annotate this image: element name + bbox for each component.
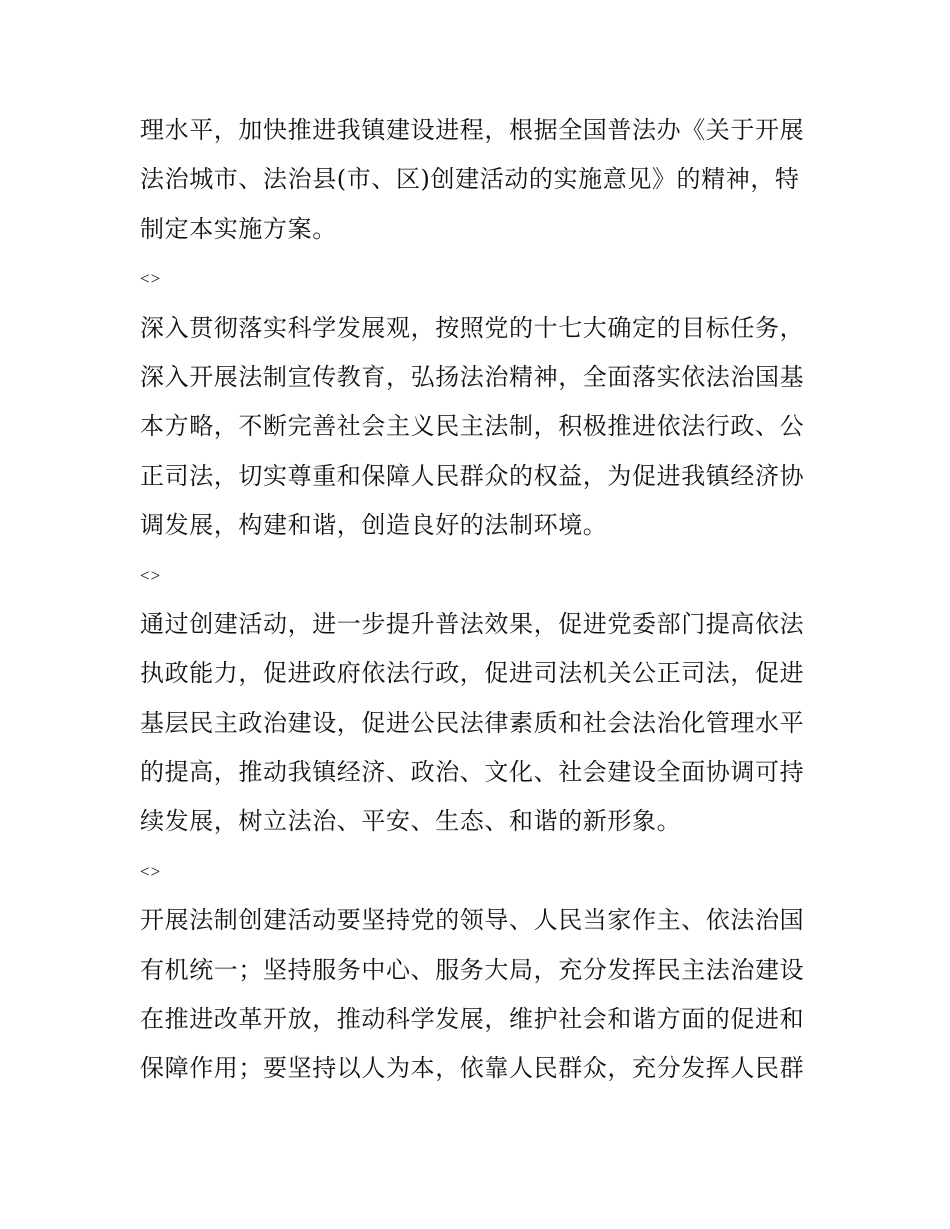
document-body <box>140 106 830 1094</box>
text-line: 调发展，构建和谐，创造良好的法制环境。 <box>140 511 608 540</box>
text-line: 法治城市、法治县(市、区)创建活动的实施意见》的精神，特 <box>140 165 800 194</box>
text-line: 理水平，加快推进我镇建设进程，根据全国普法办《关于开展 <box>140 116 805 144</box>
text-line: 保障作用；要坚持以人为本，依靠人民群众，充分发挥人民群 <box>140 1054 805 1083</box>
text-line: 正司法，切实尊重和保障人民群众的权益，为促进我镇经济协 <box>140 461 805 490</box>
text-line: 执政能力，促进政府依法行政，促进司法机关公正司法，促进 <box>140 659 805 688</box>
text-line: 在推进改革开放，推动科学发展，维护社会和谐方面的促进和 <box>140 1005 805 1034</box>
text-line: 续发展，树立法治、平安、生态、和谐的新形象。 <box>140 807 682 836</box>
text-line: 本方略，不断完善社会主义民主法制，积极推进依法行政、公 <box>140 412 805 441</box>
text-line: 的提高，推动我镇经济、政治、文化、社会建设全面协调可持 <box>140 758 805 787</box>
section-marker: <> <box>140 861 162 881</box>
text-line: 深入贯彻落实科学发展观，按照党的十七大确定的目标任务， <box>140 313 805 342</box>
text-line: 基层民主政治建设，促进公民法律素质和社会法治化管理水平 <box>140 708 805 737</box>
text-line: 深入开展法制宣传教育，弘扬法治精神，全面落实依法治国基 <box>140 362 805 391</box>
section-marker: <> <box>140 565 162 585</box>
text-line: 制定本实施方案。 <box>140 214 337 243</box>
text-line: 有机统一；坚持服务中心、服务大局，充分发挥民主法治建设 <box>140 955 805 984</box>
text-line: 开展法制创建活动要坚持党的领导、人民当家作主、依法治国 <box>140 906 805 935</box>
text-line: 通过创建活动，进一步提升普法效果，促进党委部门提高依法 <box>140 609 805 638</box>
section-marker: <> <box>140 269 162 289</box>
